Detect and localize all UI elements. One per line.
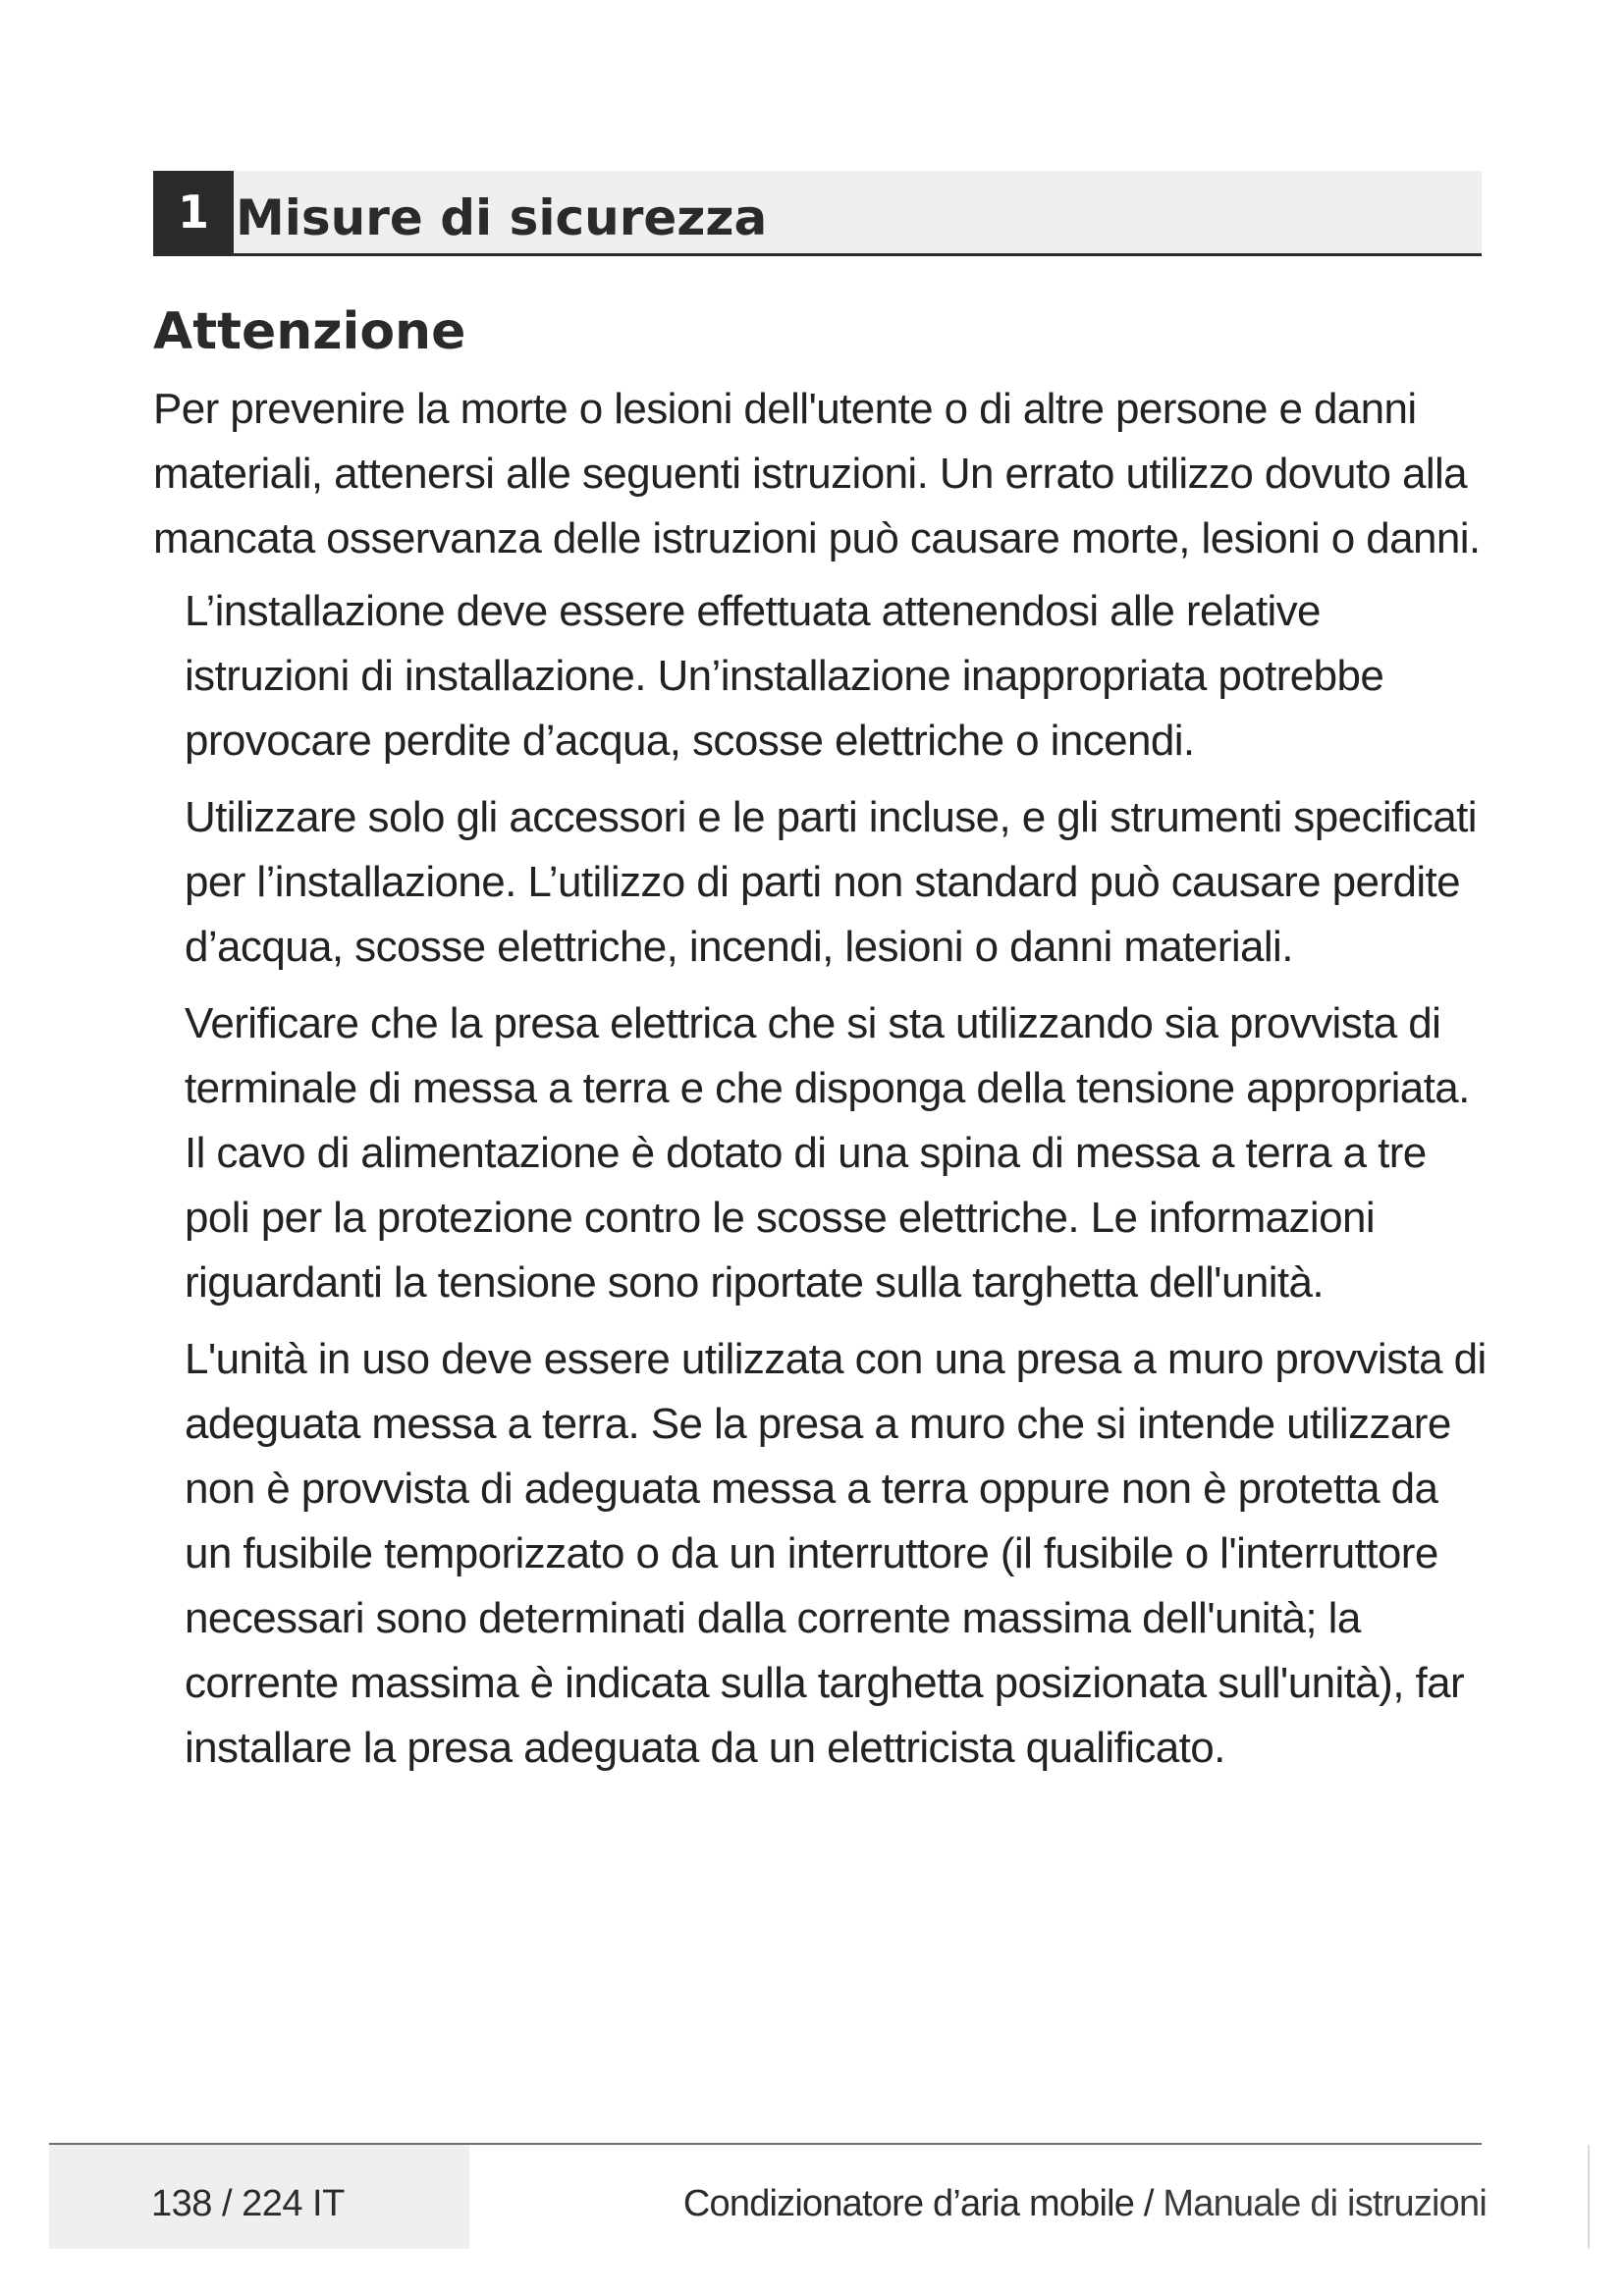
safety-item: L’installazione deve essere effettuata attenendosi alle relative istruzioni di installazione. Un’installazione inappropriata potrebbe provocare perdite d’acqua, scosse elettriche o incendi. (185, 587, 1384, 765)
section-title: Misure di sicurezza (236, 189, 768, 246)
warning-body (153, 377, 1489, 1781)
warning-heading: Attenzione (153, 302, 466, 361)
safety-item: Utilizzare solo gli accessori e le parti incluse, e gli strumenti specificati per l’installazione. L’utilizzo di parti non standard può causare perdite d’acqua, scosse elettriche, incendi, lesioni o danni materiali. (185, 793, 1477, 971)
safety-item: Verificare che la presa elettrica che si sta utilizzando sia provvista di terminale di messa a terra e che disponga della tensione appropriata. Il cavo di alimentazione è dotato di una spina di messa a terra a tre poli per la protezione contro le scosse elettriche. Le informazioni riguardanti la tensione sono riportate sulla targhetta dell'unità. (185, 999, 1470, 1307)
safety-item: L'unità in uso deve essere utilizzata con una presa a muro provvista di adeguata messa a terra. Se la presa a muro che si intende utilizzare non è provvista di adeguata messa a terra oppure non è protetta da un fusibile temporizzato o da un interruttore (il fusibile o l'interruttore necessari sono determinati dalla corrente massima dell'unità; la corrente massima è indicata sulla targhetta posizionata sull'unità), far installare la presa adeguata da un elettricista qualificato. (185, 1335, 1487, 1772)
page-edge-mark (1588, 2145, 1590, 2249)
footer-separator: / (1134, 2183, 1164, 2224)
footer-doc-type: Manuale di istruzioni (1163, 2183, 1487, 2224)
warning-intro: Per prevenire la morte o lesioni dell'utente o di altre persone e danni materiali, attenersi alle seguenti istruzioni. Un errato utilizzo dovuto alla mancata osservanza delle istruzioni può causare morte, lesioni o danni. (153, 385, 1481, 562)
section-header (153, 171, 1482, 256)
section-number: 1 (153, 171, 234, 253)
page-number: 138 / 224 IT (151, 2183, 345, 2224)
footer-document-title (683, 2183, 1487, 2225)
footer-product: Condizionatore d’aria mobile (682, 2183, 1135, 2224)
